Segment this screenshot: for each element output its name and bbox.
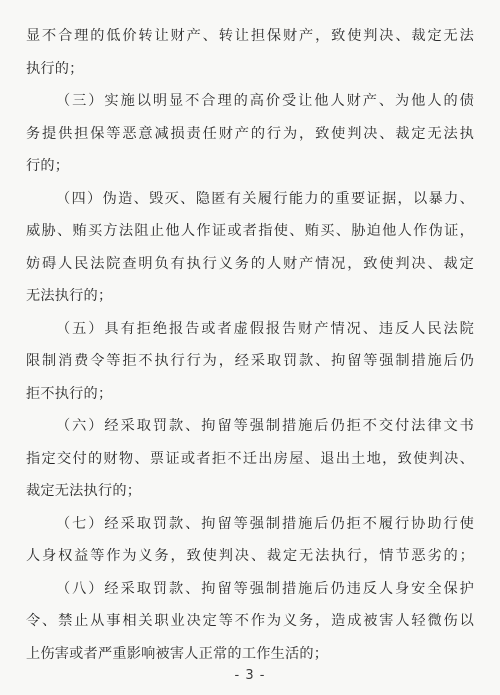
text-line: 令、禁止从事相关职业决定等不作为义务，造成被害人轻微伤以: [26, 613, 474, 629]
page-number: - 3 -: [234, 668, 266, 683]
text-line: （七）经采取罚款、拘留等强制措施后仍拒不履行协助行使: [56, 515, 474, 532]
document-body: [26, 26, 474, 676]
text-line: （六）经采取罚款、拘留等强制措施后仍拒不交付法律文书: [56, 418, 474, 434]
text-line: （三）实施以明显不合理的高价受让他人财产、为他人的债: [56, 93, 474, 109]
text-line: 行的；: [26, 158, 70, 174]
text-line: 上伤害或者严重影响被害人正常的工作生活的；: [26, 645, 329, 662]
text-line: 执行的；: [26, 60, 84, 77]
text-line: 威胁、贿买方法阻止他人作证或者指使、贿买、胁迫他人作伪证，: [26, 223, 474, 239]
text-line: 限制消费令等拒不执行行为，经采取罚款、拘留等强制措施后仍: [26, 353, 474, 369]
text-line: （五）具有拒绝报告或者虚假报告财产情况、违反人民法院: [56, 320, 474, 337]
text-line: （四）伪造、毁灭、隐匿有关履行能力的重要证据，以暴力、: [56, 190, 474, 207]
text-line: 显不合理的低价转让财产、转让担保财产，致使判决、裁定无法: [26, 28, 474, 44]
text-line: 裁定无法执行的；: [26, 483, 142, 499]
text-line: 妨碍人民法院查明负有执行义务的人财产情况，致使判决、裁定: [26, 255, 474, 272]
text-line: （八）经采取罚款、拘留等强制措施后仍违反人身安全保护: [56, 580, 474, 597]
text-line: 拒不执行的；: [26, 385, 113, 402]
text-line: 指定交付的财物、票证或者拒不迁出房屋、退出土地，致使判决、: [26, 450, 474, 467]
text-line: 人身权益等作为义务，致使判决、裁定无法执行，情节恶劣的；: [26, 548, 474, 564]
text-line: 务提供担保等恶意减损责任财产的行为，致使判决、裁定无法执: [26, 125, 474, 142]
text-line: 无法执行的；: [26, 288, 113, 304]
